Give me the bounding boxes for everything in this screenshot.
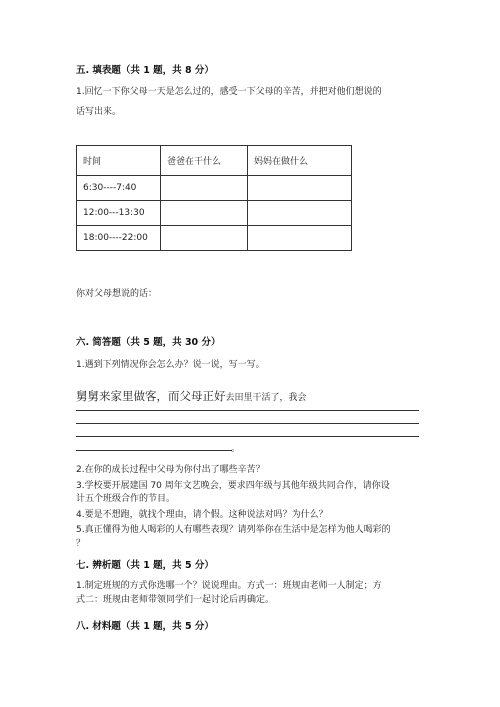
answer-line[interactable] — [76, 450, 232, 451]
table-cell-father[interactable] — [161, 226, 248, 251]
section-6-title: 六. 简答题（共 5 题，共 30 分） — [76, 337, 221, 348]
table-header-father: 爸爸在干什么 — [161, 146, 248, 176]
section-5-question-1-line-1: 1.回忆一下你父母一天是怎么过的，感受一下父母的辛苦，并把对他们想说的 — [76, 87, 382, 97]
table-cell-mother[interactable] — [248, 226, 352, 251]
section-6-question-5-line-1: 5.真正懂得为他人喝彩的人有哪些表现？请列举你在生活中是怎样为他人喝彩的 — [76, 525, 391, 535]
table-cell-time: 6:30----7:40 — [77, 176, 161, 201]
table-header-mother: 妈妈在做什么 — [248, 146, 352, 176]
section-7-title: 七. 辨析题（共 1 题，共 5 分） — [76, 560, 214, 571]
table-header-row — [77, 146, 352, 176]
section-6-question-2: 2.在你的成长过程中父母为你付出了哪些辛苦？ — [76, 465, 265, 475]
table-cell-time: 18:00----22:00 — [77, 226, 161, 251]
table-cell-father[interactable] — [161, 176, 248, 201]
table-cell-mother[interactable] — [248, 201, 352, 226]
schedule-table — [76, 145, 352, 251]
table-header-time: 时间 — [77, 146, 161, 176]
table-cell-mother[interactable] — [248, 176, 352, 201]
section-8-title: 八. 材料题（共 1 题，共 5 分） — [76, 621, 214, 632]
table-cell-time: 12:00---13:30 — [77, 201, 161, 226]
section-7-question-1-line-2: 式二：班规由老师带领同学们一起讨论后再确定。 — [76, 595, 275, 605]
table-cell-father[interactable] — [161, 201, 248, 226]
section-6-question-1: 1.遇到下列情况你会怎么办？说一说，写一写。 — [76, 360, 265, 370]
section-6-question-3-line-2: 计五个班级合作的节目。 — [76, 494, 176, 504]
table-row — [77, 226, 352, 251]
scenario-text-large: 舅舅来家里做客，而父母正好 — [76, 389, 226, 403]
table-row — [77, 201, 352, 226]
section-6-question-5-line-2: ？ — [76, 539, 86, 549]
section-7-question-1-line-1: 1.制定班规的方式你选哪一个？说说理由。方式一：班规由老师一人制定；方 — [76, 581, 382, 591]
scenario-text-small: 去田里干活了，我会 — [225, 393, 307, 403]
section-6-question-1-scenario — [76, 385, 307, 404]
answer-line[interactable] — [76, 423, 419, 424]
section-5-title: 五. 填表题（共 1 题，共 8 分） — [76, 65, 214, 76]
answer-end-mark: 。 — [231, 444, 241, 454]
table-row — [77, 176, 352, 201]
answer-line[interactable] — [76, 410, 419, 411]
answer-line[interactable] — [76, 436, 419, 437]
section-5-prompt: 你对父母想说的话： — [76, 289, 158, 299]
section-6-question-4: 4.要是不想跑，就找个理由，请个假。这种说法对吗？为什么？ — [76, 510, 328, 520]
section-6-question-3-line-1: 3.学校要开展建国 70 周年文艺晚会，要求四年级与其他年级共同合作，请你设 — [76, 481, 390, 491]
section-5-question-1-line-2: 话写出来。 — [76, 107, 122, 117]
